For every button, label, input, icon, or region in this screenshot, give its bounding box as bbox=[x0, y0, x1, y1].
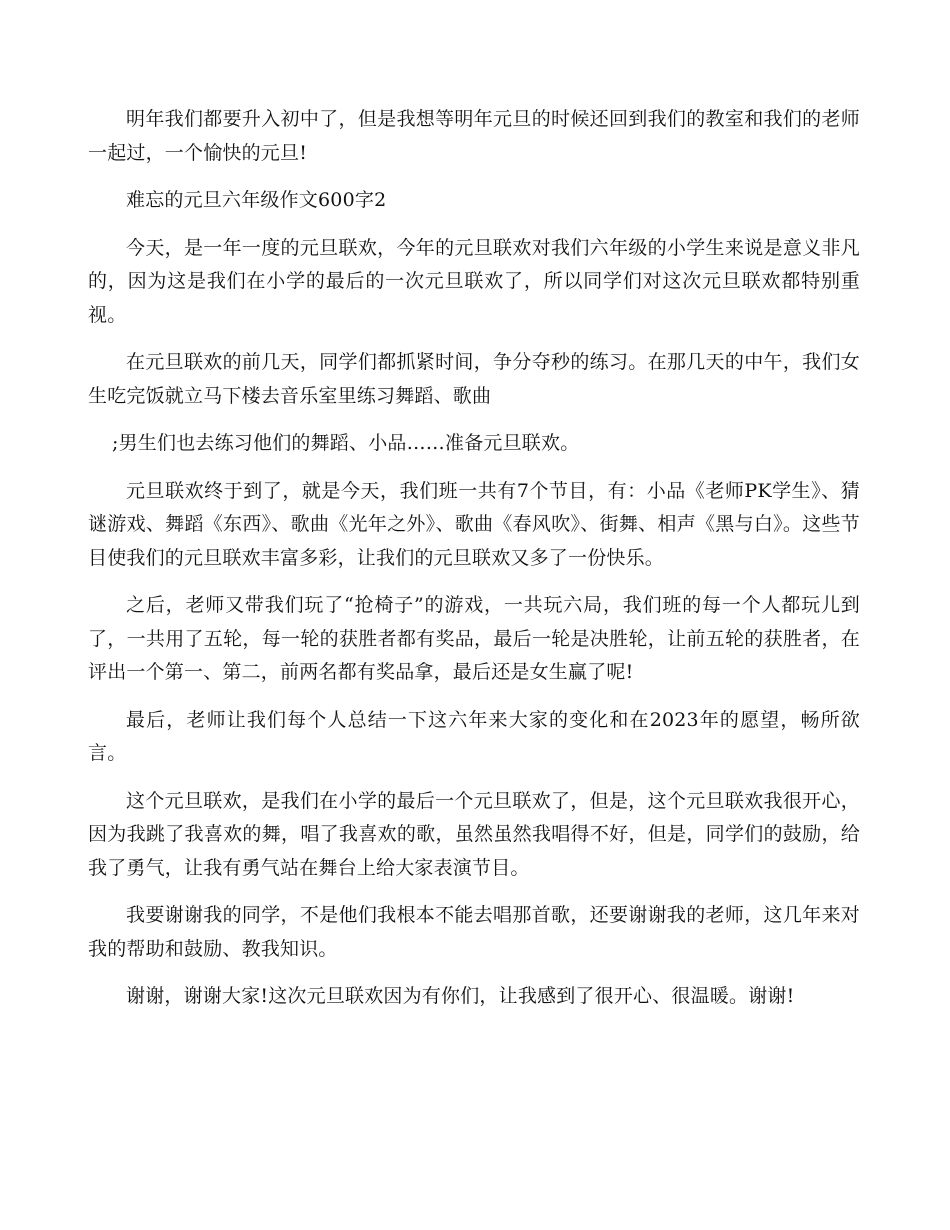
paragraph-summary: 最后，老师让我们每个人总结一下这六年来大家的变化和在2023年的愿望，畅所欲言。 bbox=[88, 708, 860, 764]
paragraph-thanks-classmates: 我要谢谢我的同学，不是他们我根本不能去唱那首歌，还要谢谢我的老师，这几年来对我的帮助和鼓励、教我知识。 bbox=[88, 904, 860, 960]
paragraph-today: 今天，是一年一度的元旦联欢，今年的元旦联欢对我们六年级的小学生来说是意义非凡的，因为这是我们在小学的最后的一次元旦联欢了，所以同学们对这次元旦联欢都特别重视。 bbox=[88, 236, 860, 326]
paragraph-closing: 谢谢，谢谢大家!这次元旦联欢因为有你们，让我感到了很开心、很温暖。谢谢! bbox=[126, 985, 795, 1007]
document-body bbox=[88, 103, 860, 1028]
paragraph-feelings: 这个元旦联欢，是我们在小学的最后一个元旦联欢了，但是，这个元旦联欢我很开心，因为我跳了我喜欢的舞，唱了我喜欢的歌，虽然虽然我唱得不好，但是，同学们的鼓励，给我了勇气，让我有勇气站在舞台上给大家表演节目。 bbox=[88, 789, 860, 879]
paragraph-practice: 在元旦联欢的前几天，同学们都抓紧时间，争分夺秒的练习。在那几天的中午，我们女生吃完饭就立马下楼去音乐室里练习舞蹈、歌曲 bbox=[88, 351, 860, 407]
paragraph-programs: 元旦联欢终于到了，就是今天，我们班一共有7个节目，有：小品《老师PK学生》、猜谜游戏、舞蹈《东西》、歌曲《光年之外》、歌曲《春风吹》、街舞、相声《黑与白》。这些节目使我们的元旦联欢丰富多彩，让我们的元旦联欢又多了一份快乐。 bbox=[88, 479, 860, 569]
essay-heading: 难忘的元旦六年级作文600字2 bbox=[126, 189, 387, 211]
paragraph-game: 之后，老师又带我们玩了“抢椅子”的游戏，一共玩六局，我们班的每一个人都玩儿到了，一共用了五轮，每一轮的获胜者都有奖品，最后一轮是决胜轮，让前五轮的获胜者，在评出一个第一、第二，前两名都有奖品拿，最后还是女生赢了呢! bbox=[88, 594, 860, 683]
paragraph-boys: ;男生们也去练习他们的舞蹈、小品……准备元旦联欢。 bbox=[112, 432, 580, 454]
paragraph-intro: 明年我们都要升入初中了，但是我想等明年元旦的时候还回到我们的教室和我们的老师一起过，一个愉快的元旦! bbox=[88, 108, 860, 164]
